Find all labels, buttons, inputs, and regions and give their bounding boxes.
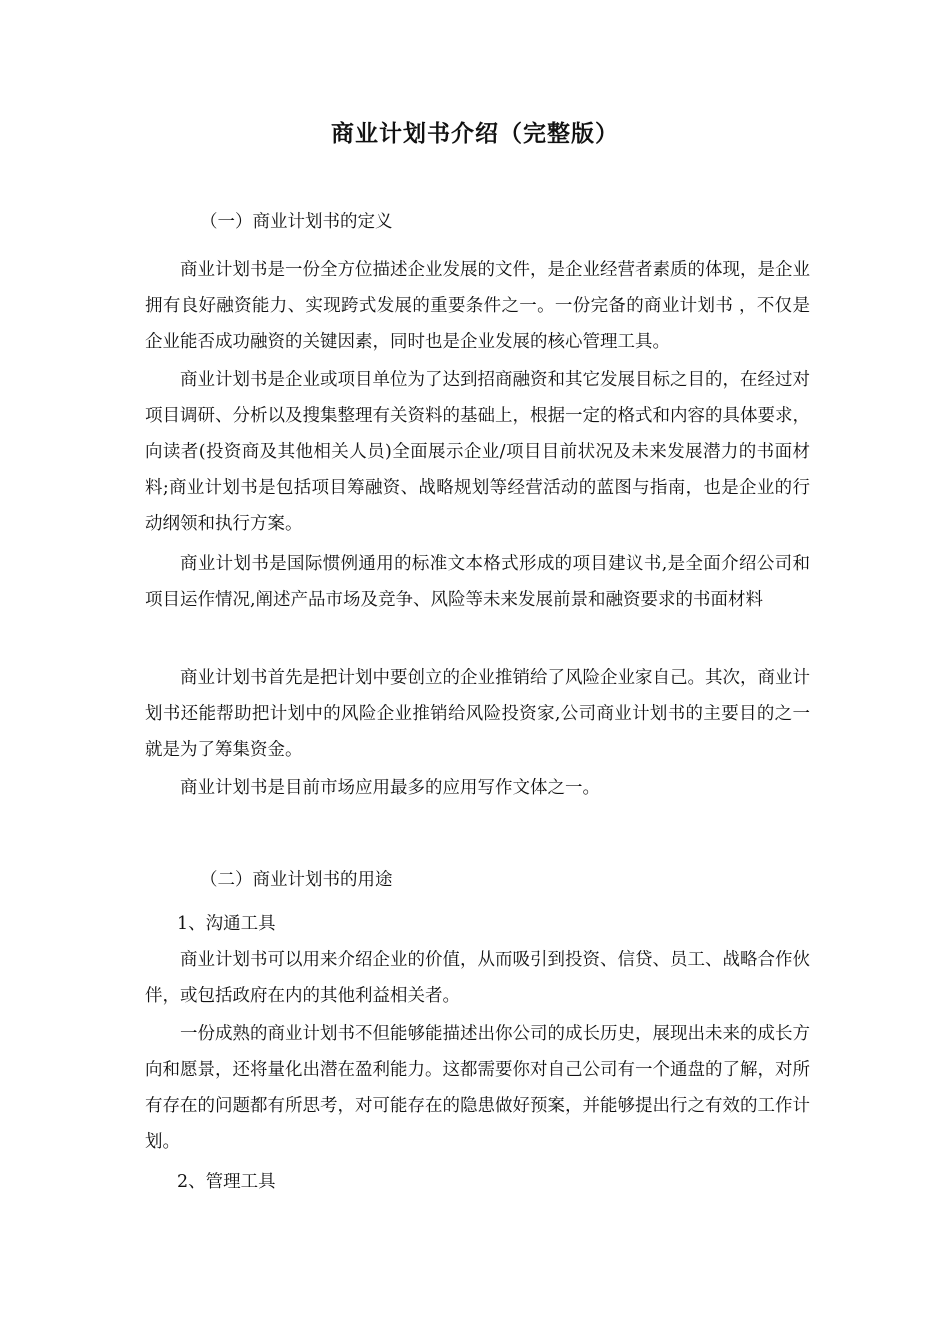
section-heading-definition: （一）商业计划书的定义 [200,212,393,232]
paragraph: 商业计划书是国际惯例通用的标准文本格式形成的项目建议书,是全面介绍公司和项目运作情况,阐述产品市场及竞争、风险等未来发展前景和融资要求的书面材料 [145,554,810,610]
paragraph: 商业计划书是企业或项目单位为了达到招商融资和其它发展目标之目的，在经过对项目调研、分析以及搜集整理有关资料的基础上，根据一定的格式和内容的具体要求，向读者(投资商及其他相关人员)全面展示企业/项目目前状况及未来发展潜力的书面材料;商业计划书是包括项目筹融资、战略规划等经营活动的蓝图与指南，也是企业的行动纲领和执行方案。 [145,370,810,534]
section-heading-uses: （二）商业计划书的用途 [200,870,393,890]
subsection-heading-management: 2、管理工具 [177,1172,276,1192]
paragraph: 商业计划书首先是把计划中要创立的企业推销给了风险企业家自己。其次，商业计划书还能帮助把计划中的风险企业推销给风险投资家,公司商业计划书的主要目的之一就是为了筹集资金。 [145,668,810,760]
paragraph: 一份成熟的商业计划书不但能够能描述出你公司的成长历史，展现出未来的成长方向和愿景，还将量化出潜在盈利能力。这都需要你对自己公司有一个通盘的了解，对所有存在的问题都有所思考，对可能存在的隐患做好预案，并能够提出行之有效的工作计划。 [145,1024,810,1152]
paragraph: 商业计划书是目前市场应用最多的应用写作文体之一。 [180,778,600,798]
document-title: 商业计划书介绍（完整版） [331,121,619,147]
paragraph: 商业计划书可以用来介绍企业的价值，从而吸引到投资、信贷、员工、战略合作伙伴，或包括政府在内的其他利益相关者。 [145,950,810,1006]
paragraph: 商业计划书是一份全方位描述企业发展的文件，是企业经营者素质的体现，是企业拥有良好融资能力、实现跨式发展的重要条件之一。一份完备的商业计划书 ，不仅是企业能否成功融资的关键因素，同时也是企业发展的核心管理工具。 [145,260,810,352]
subsection-heading-communication: 1、沟通工具 [177,914,276,934]
